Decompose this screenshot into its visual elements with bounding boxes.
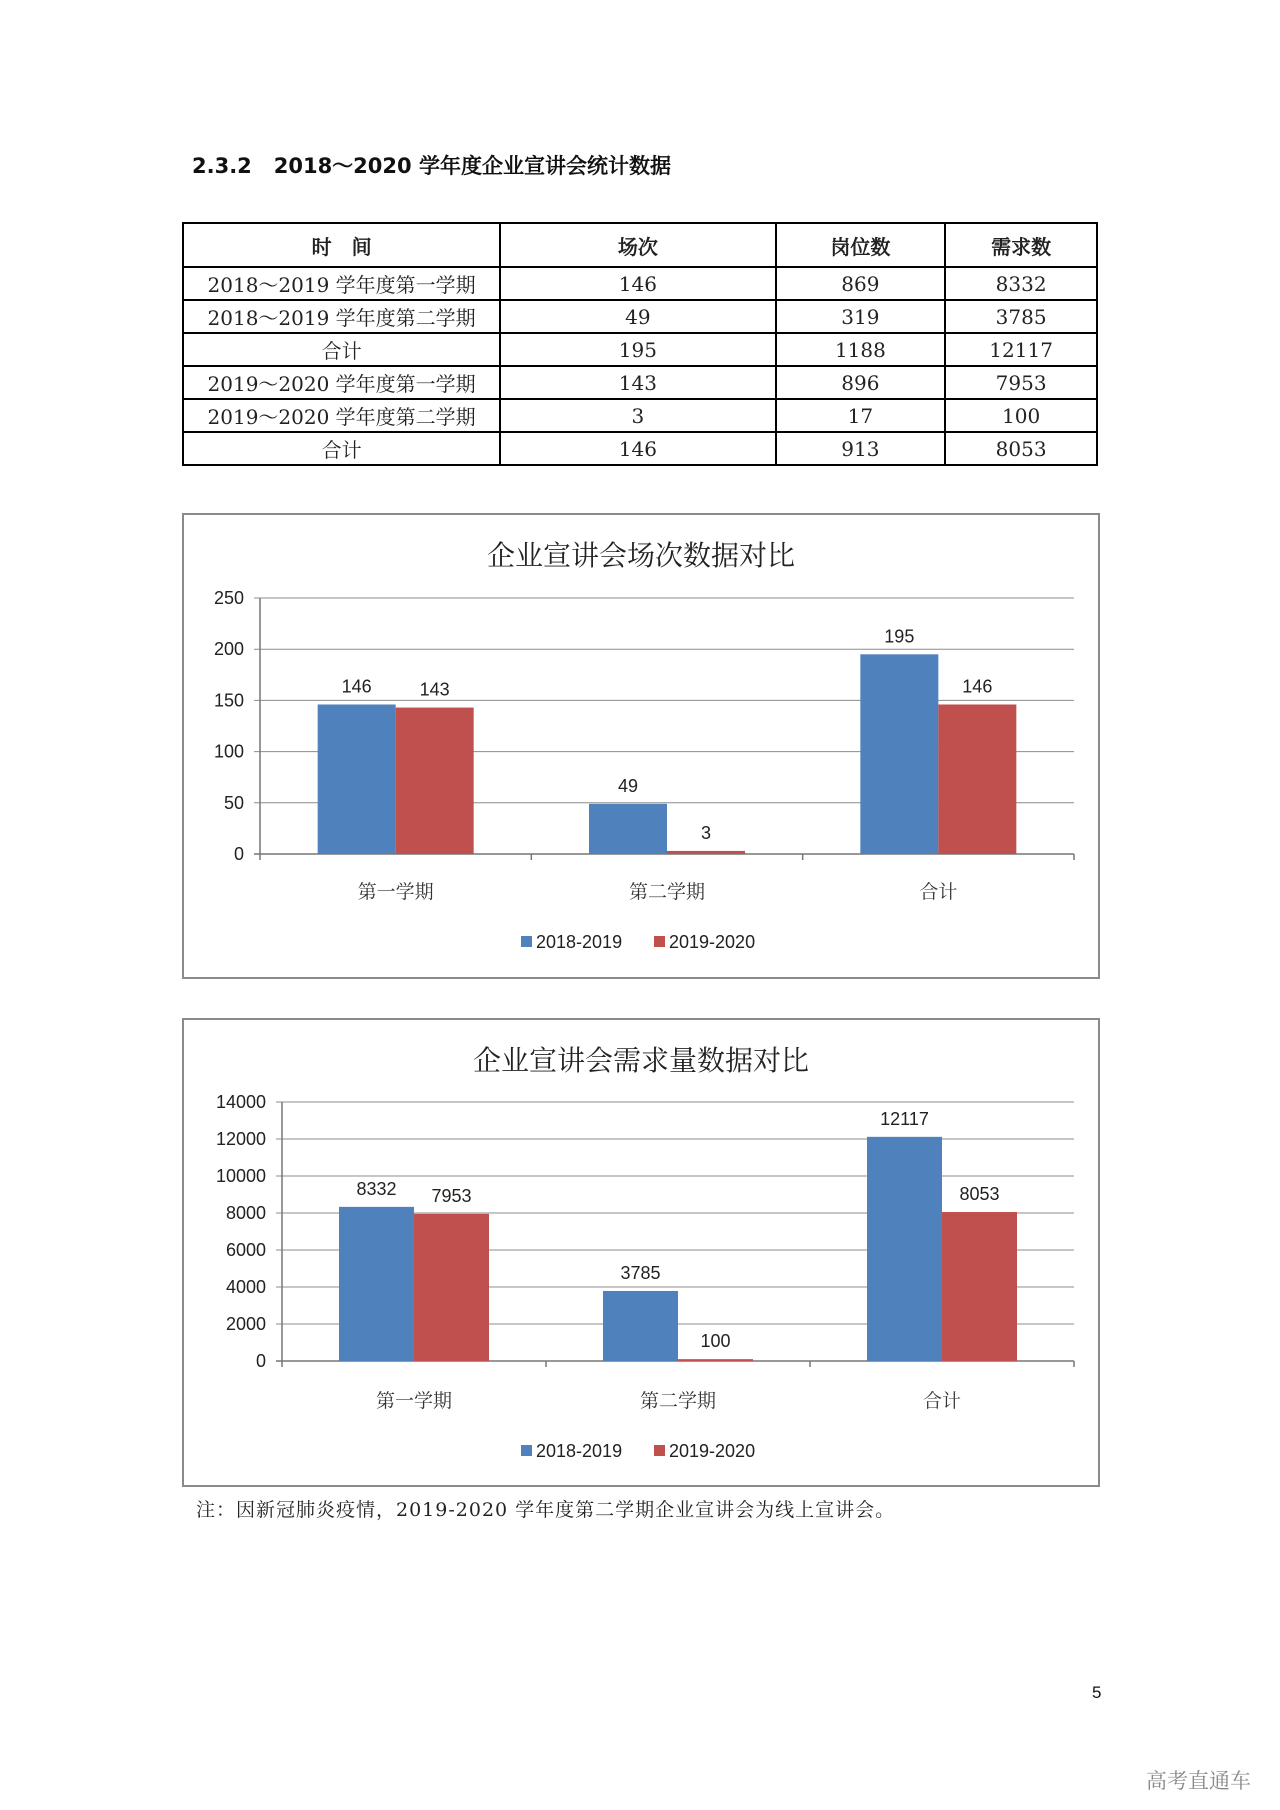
header-positions: 岗位数 — [776, 223, 946, 267]
bar-2018-2019 — [318, 704, 396, 854]
bar-2019-2020 — [667, 851, 745, 854]
bar-2018-2019 — [589, 804, 667, 854]
section-number: 2.3.2 — [192, 154, 252, 178]
y-tick-label: 2000 — [225, 1314, 266, 1334]
bar-2018-2019 — [860, 654, 938, 854]
bar-2019-2020 — [938, 704, 1016, 854]
footnote: 注：因新冠肺炎疫情，2019-2020 学年度第二学期企业宣讲会为线上宣讲会。 — [196, 1499, 896, 1521]
cell-sessions: 3 — [500, 399, 775, 432]
data-label: 3785 — [620, 1262, 661, 1283]
header-demand: 需求数 — [945, 223, 1097, 267]
y-tick-label: 6000 — [225, 1240, 266, 1260]
cell-period: 2018～2019 学年度第二学期 — [183, 300, 500, 333]
cell-positions: 896 — [776, 366, 946, 399]
table-row — [183, 432, 1097, 465]
demand-chart — [182, 1018, 1100, 1487]
table-row — [183, 300, 1097, 333]
cell-positions: 1188 — [776, 333, 946, 366]
cell-period: 2019～2020 学年度第二学期 — [183, 399, 500, 432]
cell-sessions: 195 — [500, 333, 775, 366]
bar-2019-2020 — [678, 1359, 753, 1361]
y-tick-label: 0 — [233, 844, 244, 864]
sessions-chart-svg — [184, 515, 1098, 977]
data-label: 7953 — [431, 1185, 472, 1206]
legend-swatch — [521, 936, 532, 947]
legend-label: 2019-2020 — [669, 1441, 756, 1461]
y-tick-label: 8000 — [225, 1203, 266, 1223]
table-row — [183, 267, 1097, 300]
legend-label: 2019-2020 — [669, 932, 756, 952]
legend-swatch — [654, 1445, 665, 1456]
chart-legend — [521, 932, 755, 952]
y-tick-label: 14000 — [215, 1092, 266, 1112]
y-tick-label: 100 — [213, 741, 244, 762]
y-tick-label: 50 — [223, 792, 244, 813]
y-tick-label: 250 — [213, 588, 244, 608]
category-label: 第二学期 — [628, 881, 706, 903]
bar-2019-2020 — [396, 708, 474, 854]
sessions-chart — [182, 513, 1100, 979]
category-label: 第一学期 — [375, 1390, 453, 1412]
data-label: 146 — [341, 676, 372, 697]
cell-sessions: 146 — [500, 267, 775, 300]
data-label: 49 — [617, 775, 639, 796]
cell-period: 2019～2020 学年度第一学期 — [183, 366, 500, 399]
y-tick-label: 150 — [213, 690, 244, 711]
cell-demand: 8053 — [945, 432, 1097, 465]
y-tick-label: 12000 — [215, 1129, 266, 1149]
bar-2018-2019 — [867, 1137, 942, 1361]
table-header-row — [183, 223, 1097, 267]
y-tick-label: 200 — [213, 639, 244, 660]
page-number: 5 — [1092, 1683, 1102, 1702]
chart-title: 企业宣讲会需求量数据对比 — [472, 1044, 810, 1077]
cell-sessions: 49 — [500, 300, 775, 333]
cell-period: 2018～2019 学年度第一学期 — [183, 267, 500, 300]
bar-2019-2020 — [414, 1214, 489, 1361]
category-label: 第二学期 — [639, 1390, 717, 1412]
legend-swatch — [654, 936, 665, 947]
category-label: 合计 — [919, 881, 958, 903]
demand-chart-svg — [184, 1020, 1098, 1485]
table-row — [183, 399, 1097, 432]
data-label: 8332 — [356, 1178, 397, 1199]
legend-label: 2018-2019 — [536, 1441, 623, 1461]
cell-sessions: 143 — [500, 366, 775, 399]
data-label: 195 — [884, 626, 915, 647]
table-row — [183, 366, 1097, 399]
data-label: 12117 — [880, 1108, 929, 1129]
cell-positions: 913 — [776, 432, 946, 465]
cell-period: 合计 — [183, 432, 500, 465]
header-time: 时 间 — [183, 223, 500, 267]
header-sessions: 场次 — [500, 223, 775, 267]
statistics-table — [182, 222, 1098, 466]
cell-positions: 319 — [776, 300, 946, 333]
bar-2019-2020 — [942, 1212, 1017, 1361]
y-tick-label: 4000 — [225, 1277, 266, 1297]
bar-2018-2019 — [603, 1291, 678, 1361]
cell-positions: 869 — [776, 267, 946, 300]
legend-label: 2018-2019 — [536, 932, 623, 952]
bar-2018-2019 — [339, 1207, 414, 1361]
data-label: 143 — [419, 679, 450, 700]
cell-demand: 8332 — [945, 267, 1097, 300]
data-label: 3 — [700, 822, 712, 843]
cell-demand: 100 — [945, 399, 1097, 432]
data-label: 100 — [700, 1331, 731, 1352]
y-tick-label: 0 — [255, 1351, 266, 1371]
section-title: 2018～2020 学年度企业宣讲会统计数据 — [273, 154, 671, 178]
cell-period: 合计 — [183, 333, 500, 366]
section-heading — [192, 150, 671, 180]
cell-positions: 17 — [776, 399, 946, 432]
category-label: 合计 — [922, 1390, 962, 1412]
cell-demand: 7953 — [945, 366, 1097, 399]
category-label: 第一学期 — [357, 881, 434, 903]
chart-legend — [521, 1441, 755, 1461]
data-label: 8053 — [959, 1184, 1000, 1205]
y-tick-label: 10000 — [215, 1166, 266, 1186]
cell-demand: 12117 — [945, 333, 1097, 366]
chart-title: 企业宣讲会场次数据对比 — [486, 539, 796, 572]
legend-swatch — [521, 1445, 532, 1456]
cell-sessions: 146 — [500, 432, 775, 465]
table-row — [183, 333, 1097, 366]
cell-demand: 3785 — [945, 300, 1097, 333]
watermark: 高考直通车 — [1146, 1769, 1251, 1793]
data-label: 146 — [962, 676, 993, 697]
